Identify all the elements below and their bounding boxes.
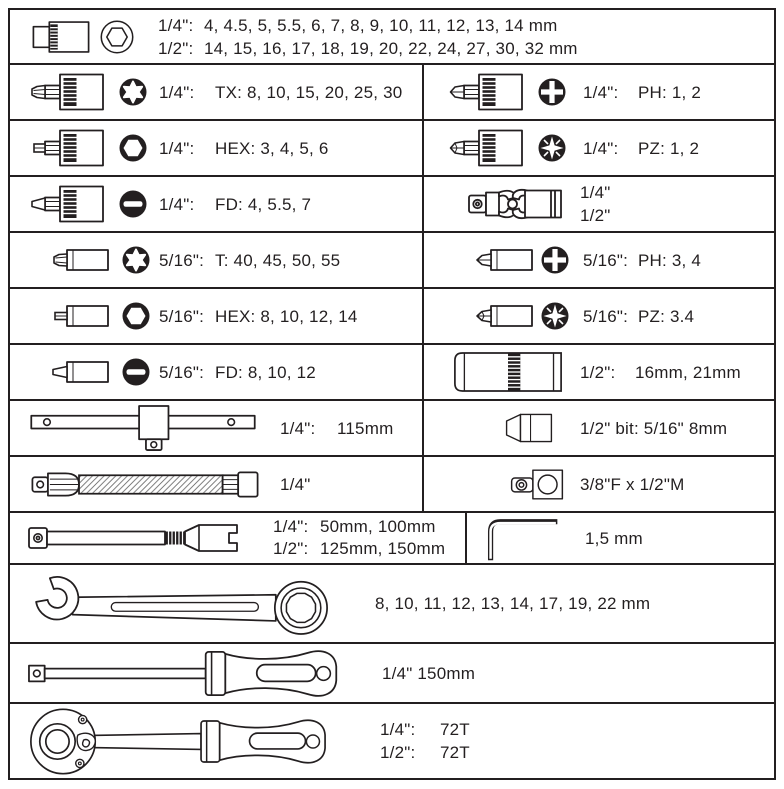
phillips-glyph-icon bbox=[537, 77, 567, 107]
cell-sockets bbox=[10, 10, 774, 63]
extension-bar-icon bbox=[27, 521, 245, 555]
cell-universal-joint bbox=[422, 177, 774, 231]
drive-size-label: 1/2" bbox=[580, 206, 611, 225]
kit-row-flat-bits-deep-sockets bbox=[10, 345, 774, 401]
tooth-count: 72T bbox=[440, 743, 470, 762]
size-list: FD: 4, 5.5, 7 bbox=[215, 194, 312, 214]
handle-spec-text: 1/4" 150mm bbox=[382, 663, 476, 683]
torx-glyph-icon bbox=[121, 245, 151, 275]
hex-glyph-icon bbox=[121, 301, 151, 331]
torx-bit-icon bbox=[50, 247, 110, 273]
kit-row-torx-phillips-sockets bbox=[10, 65, 774, 121]
kit-contents-grid bbox=[8, 8, 776, 780]
phillips-bit-socket-icon bbox=[448, 71, 524, 113]
cell-spinner-handle bbox=[10, 644, 774, 702]
size-list: PZ: 1, 2 bbox=[638, 138, 700, 158]
phillips-glyph-icon bbox=[540, 245, 570, 275]
cell-torx-bit-sockets bbox=[10, 65, 422, 119]
drive-size-label: 1/4": bbox=[583, 82, 619, 102]
pozidriv-bit-icon bbox=[474, 303, 534, 329]
drive-size-label: 1/2": bbox=[580, 362, 616, 382]
tooth-count: 72T bbox=[440, 720, 470, 739]
kit-row-sockets bbox=[10, 10, 774, 65]
kit-row-extension-bars-hex-key bbox=[10, 513, 774, 565]
drive-size-label: 5/16": bbox=[583, 250, 629, 270]
cell-torx-bits bbox=[10, 233, 422, 287]
cell-flat-bits bbox=[10, 345, 422, 399]
hex-bit-icon bbox=[50, 303, 110, 329]
spinner-handle-icon bbox=[27, 645, 351, 702]
phillips-bit-icon bbox=[474, 247, 534, 273]
kit-row-hex-pozidriv-bits bbox=[10, 289, 774, 345]
torx-glyph-icon bbox=[118, 77, 148, 107]
kit-row-combination-wrenches bbox=[10, 565, 774, 644]
pozidriv-glyph-icon bbox=[537, 133, 567, 163]
drive-size-label: 5/16": bbox=[159, 250, 205, 270]
socket-sizes-text bbox=[158, 14, 578, 60]
adapter-spec-text: 3/8"F x 1/2"M bbox=[580, 474, 685, 494]
hex-key-icon bbox=[475, 515, 567, 561]
combination-wrench-icon bbox=[30, 573, 330, 635]
size-list: HEX: 3, 4, 5, 6 bbox=[215, 138, 329, 158]
kit-row-hex-pozidriv-sockets bbox=[10, 121, 774, 177]
cell-drive-adapter bbox=[422, 457, 774, 511]
drive-size-label: 1/4": bbox=[159, 82, 195, 102]
drive-size-label: 1/4" bbox=[580, 183, 611, 202]
size-list: 14, 15, 16, 17, 18, 19, 20, 22, 24, 27, 30, 32 mm bbox=[204, 38, 578, 58]
flat-glyph-icon bbox=[121, 357, 151, 387]
cell-deep-sockets bbox=[422, 345, 774, 399]
cell-pozidriv-bits bbox=[422, 289, 774, 343]
cell-sliding-t-bar bbox=[10, 401, 422, 455]
cell-hex-bit-sockets bbox=[10, 121, 422, 175]
kit-row-torx-phillips-bits bbox=[10, 233, 774, 289]
size-list: TX: 8, 10, 15, 20, 25, 30 bbox=[215, 82, 403, 102]
hex-socket-front-icon bbox=[100, 20, 134, 54]
ratchet-icon bbox=[25, 707, 351, 776]
size-list: 115mm bbox=[337, 418, 394, 438]
size-list: PH: 3, 4 bbox=[638, 250, 702, 270]
drive-size-label: 5/16": bbox=[159, 306, 205, 326]
size-list: T: 40, 45, 50, 55 bbox=[215, 250, 341, 270]
drive-size-label: 1/4": bbox=[158, 15, 194, 35]
cell-bit-adapter bbox=[422, 401, 774, 455]
cell-hex-bits bbox=[10, 289, 422, 343]
size-list: FD: 8, 10, 12 bbox=[215, 362, 316, 382]
sliding-t-bar-icon bbox=[29, 404, 257, 453]
size-list: 125mm, 150mm bbox=[320, 539, 446, 558]
drive-adapter-icon bbox=[510, 468, 564, 501]
size-list: PH: 1, 2 bbox=[638, 82, 702, 102]
cell-extension-bars bbox=[10, 513, 465, 563]
cell-phillips-bits bbox=[422, 233, 774, 287]
drive-size-label: 1/4": bbox=[159, 138, 195, 158]
hex-bit-socket-icon bbox=[29, 127, 105, 169]
size-list: HEX: 8, 10, 12, 14 bbox=[215, 306, 358, 326]
size-list: PZ: 3.4 bbox=[638, 306, 695, 326]
drive-size-label: 1/4": bbox=[583, 138, 619, 158]
size-list: 16mm, 21mm bbox=[635, 362, 741, 382]
flat-bit-socket-icon bbox=[29, 183, 105, 225]
cell-pozidriv-bit-sockets bbox=[422, 121, 774, 175]
cell-phillips-bit-sockets bbox=[422, 65, 774, 119]
flat-bit-icon bbox=[50, 359, 110, 385]
cell-flat-bit-sockets bbox=[10, 177, 422, 231]
drive-size-label: 1/2": bbox=[380, 743, 416, 762]
cell-ratchets bbox=[10, 704, 774, 778]
hex-glyph-icon bbox=[118, 133, 148, 163]
flat-glyph-icon bbox=[118, 189, 148, 219]
drive-size-label: 1/2": bbox=[158, 38, 194, 58]
drive-size-label: 5/16": bbox=[159, 362, 205, 382]
size-list: 4, 4.5, 5, 5.5, 6, 7, 8, 9, 10, 11, 12, 13, 14 mm bbox=[204, 15, 558, 35]
flexible-extension-icon bbox=[29, 468, 261, 501]
pozidriv-bit-socket-icon bbox=[448, 127, 524, 169]
kit-row-flex-extension-adapter bbox=[10, 457, 774, 513]
deep-socket-icon bbox=[453, 351, 563, 393]
size-list: 8, 10, 11, 12, 13, 14, 17, 19, 22 mm bbox=[375, 594, 651, 613]
kit-row-tbar-bit-adapter bbox=[10, 401, 774, 457]
torx-bit-socket-icon bbox=[29, 71, 105, 113]
cell-combination-wrenches bbox=[10, 565, 774, 642]
pozidriv-glyph-icon bbox=[540, 301, 570, 331]
hex-key-size-text: 1,5 mm bbox=[585, 528, 643, 548]
drive-size-label: 5/16": bbox=[583, 306, 629, 326]
drive-size-label: 1/4": bbox=[273, 517, 309, 536]
cell-hex-key bbox=[465, 513, 774, 563]
kit-row-flat-sockets-universal-joint bbox=[10, 177, 774, 233]
universal-joint-icon bbox=[467, 181, 567, 227]
drive-size-label: 1/4": bbox=[380, 720, 416, 739]
drive-size-label: 1/4" bbox=[280, 474, 311, 494]
cell-flexible-extension bbox=[10, 457, 422, 511]
drive-size-label: 1/2": bbox=[273, 539, 309, 558]
drive-size-label: 1/4": bbox=[159, 194, 195, 214]
drive-size-label: 1/4": bbox=[280, 418, 316, 438]
kit-row-spinner-handle bbox=[10, 644, 774, 704]
adapter-spec-text: 1/2" bit: 5/16" 8mm bbox=[580, 418, 728, 438]
kit-row-ratchets bbox=[10, 704, 774, 778]
size-list: 50mm, 100mm bbox=[320, 517, 436, 536]
socket-side-view-icon bbox=[32, 18, 90, 56]
bit-adapter-icon bbox=[505, 411, 553, 445]
